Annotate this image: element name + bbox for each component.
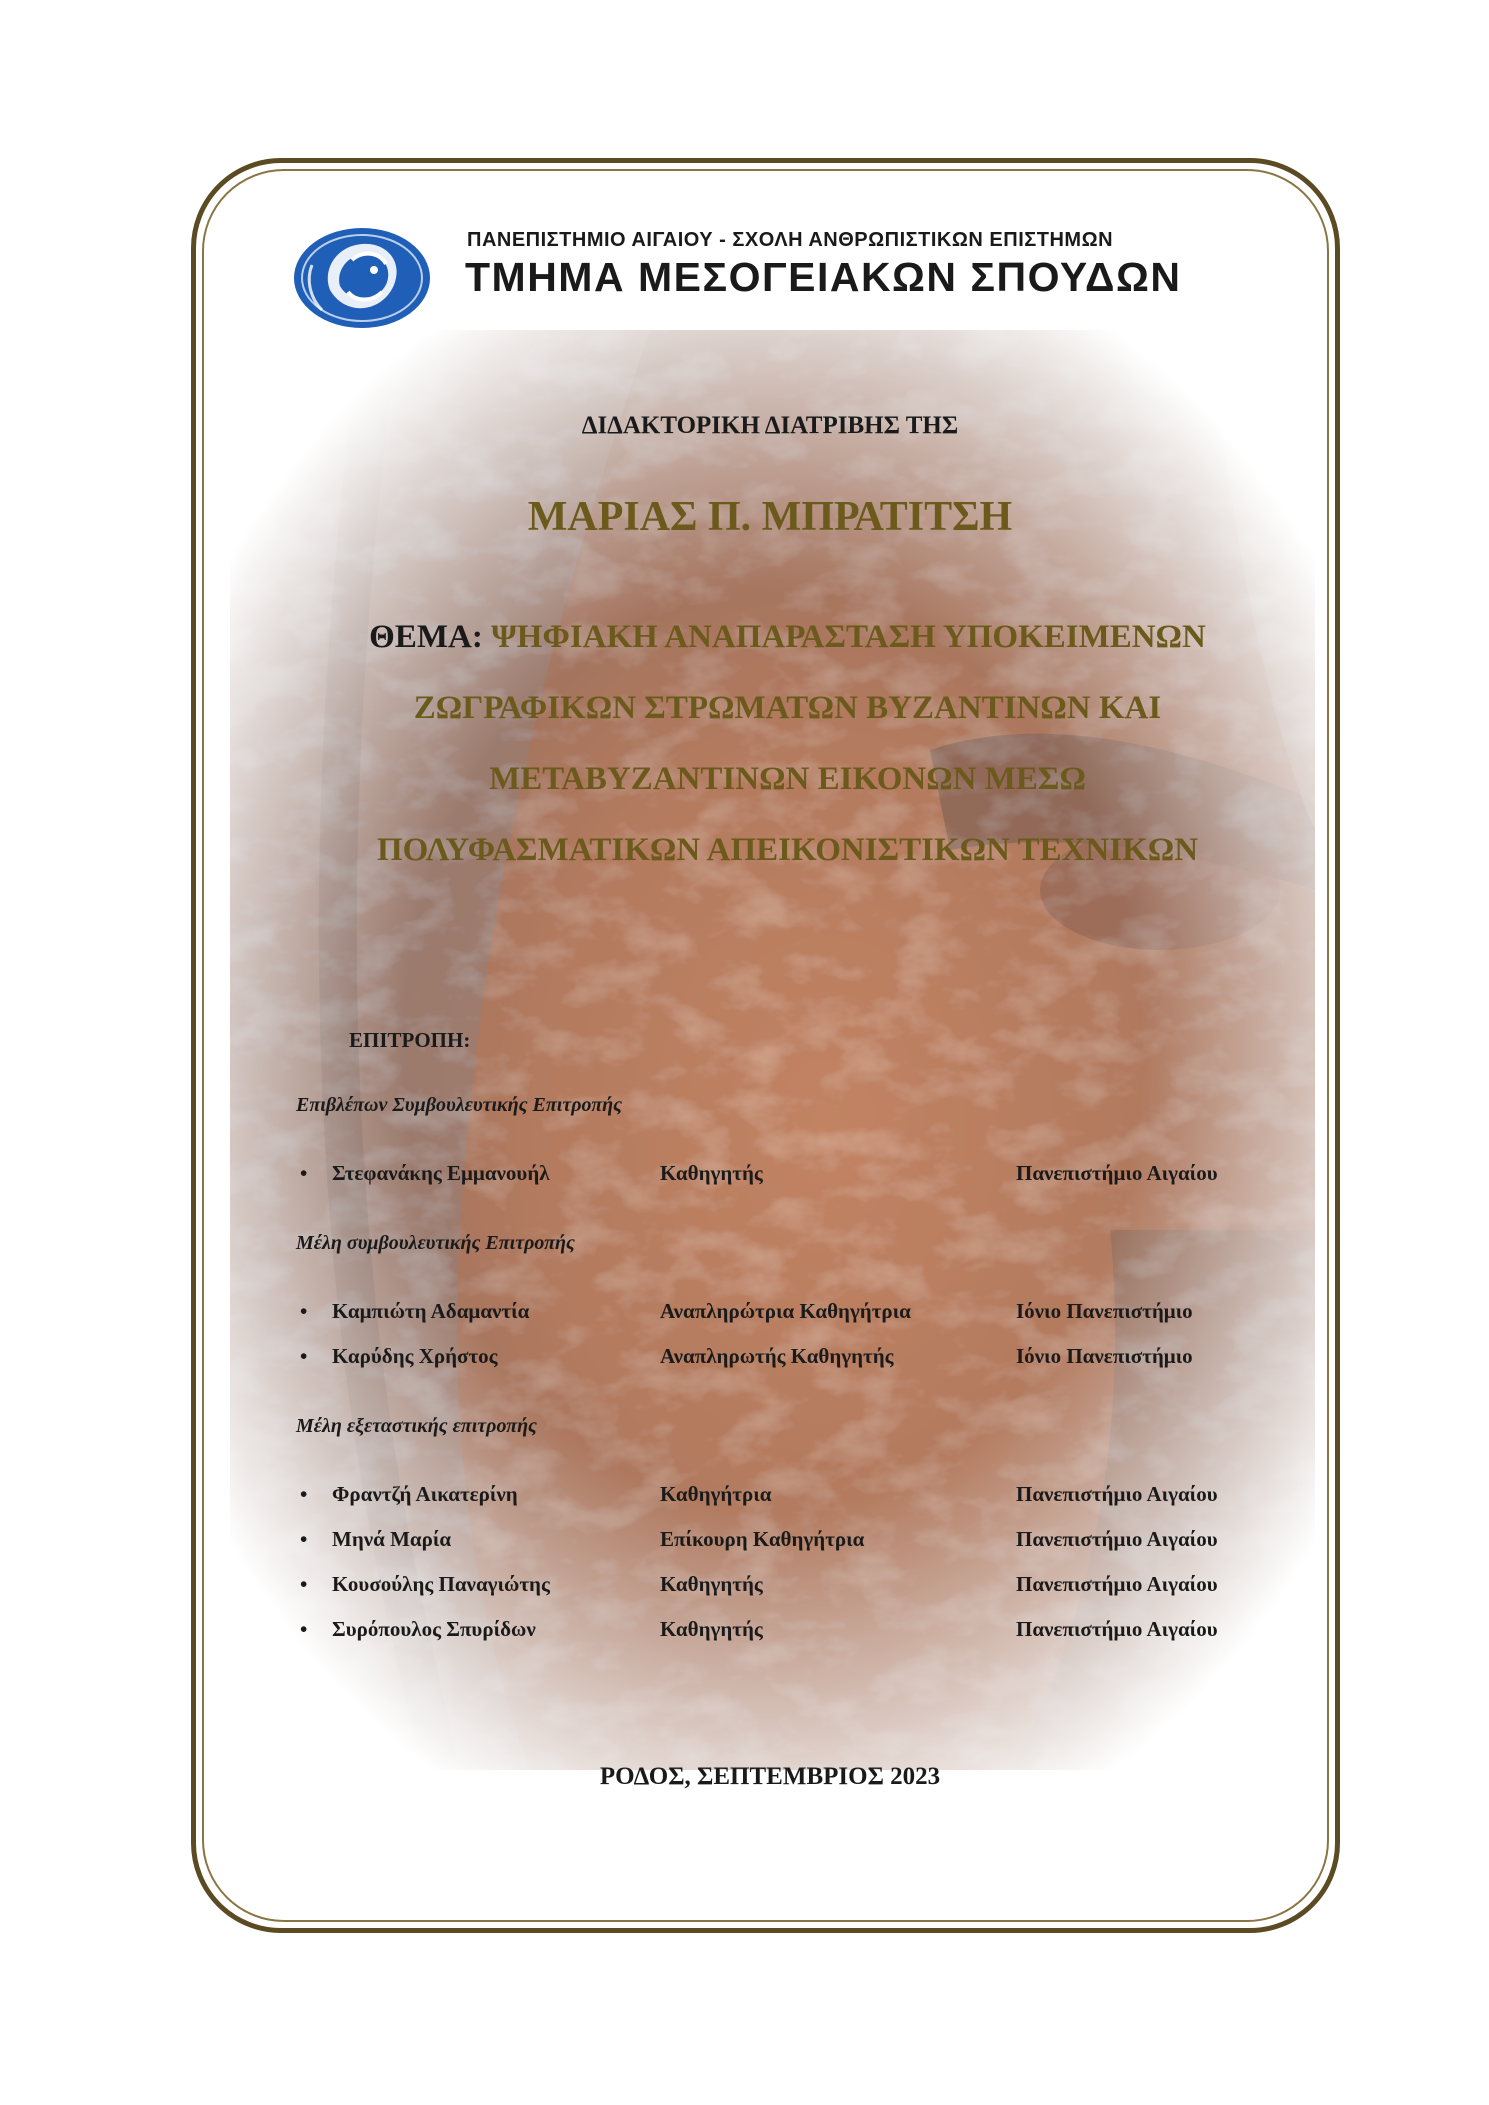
subject-line-4: ΠΟΛΥΦΑΣΜΑΤΙΚΩΝ ΑΠΕΙΚΟΝΙΣΤΙΚΩΝ ΤΕΧΝΙΚΩΝ — [376, 832, 1199, 868]
member-rank: Αναπληρώτρια Καθηγήτρια — [660, 1299, 911, 1323]
member-institution: Πανεπιστήμιο Αιγαίου — [1016, 1572, 1218, 1596]
member-rank: Καθηγητής — [660, 1617, 763, 1641]
member-name: Συρόπουλος Σπυρίδων — [332, 1617, 536, 1641]
bullet-icon: • — [300, 1161, 308, 1185]
member-row — [296, 1482, 1276, 1512]
member-institution: Πανεπιστήμιο Αιγαίου — [1016, 1617, 1218, 1641]
member-rank: Καθηγητής — [660, 1572, 763, 1596]
bullet-icon: • — [300, 1299, 308, 1323]
bullet-icon: • — [300, 1344, 308, 1368]
member-row — [296, 1299, 1276, 1329]
member-name: Φραντζή Αικατερίνη — [332, 1482, 518, 1506]
subject-text-1: ΨΗΦΙΑΚΗ ΑΝΑΠΑΡΑΣΤΑΣΗ ΥΠΟΚΕΙΜΕΝΩΝ — [491, 619, 1206, 655]
member-institution: Πανεπιστήμιο Αιγαίου — [1016, 1161, 1218, 1185]
subject-label: ΘΕΜΑ: — [369, 619, 483, 655]
bullet-icon: • — [300, 1617, 308, 1641]
member-institution: Πανεπιστήμιο Αιγαίου — [1016, 1527, 1218, 1551]
supervisor-group-title: Επιβλέπων Συμβουλευτικής Επιτροπής — [296, 1094, 623, 1116]
subject-line-3: ΜΕΤΑΒΥΖΑΝΤΙΝΩΝ ΕΙΚΟΝΩΝ ΜΕΣΩ — [489, 761, 1086, 797]
member-institution: Ιόνιο Πανεπιστήμιο — [1016, 1344, 1193, 1368]
dissertation-label: ΔΙΔΑΚΤΟΡΙΚΗ ΔΙΑΤΡΙΒΗΣ ΤΗΣ — [581, 412, 959, 439]
member-row — [296, 1344, 1276, 1374]
subject-line-2: ΖΩΓΡΑΦΙΚΩΝ ΣΤΡΩΜΑΤΩΝ ΒΥΖΑΝΤΙΝΩΝ ΚΑΙ — [413, 690, 1162, 726]
member-name: Καρύδης Χρήστος — [332, 1344, 498, 1368]
place-and-date: ΡΟΔΟΣ, ΣΕΠΤΕΜΒΡΙΟΣ 2023 — [599, 1763, 941, 1790]
member-name: Στεφανάκης Εμμανουήλ — [332, 1161, 550, 1185]
member-row — [296, 1161, 1276, 1191]
member-name: Κουσούλης Παναγιώτης — [332, 1572, 550, 1596]
bullet-icon: • — [300, 1572, 308, 1596]
member-name: Καμπιώτη Αδαμαντία — [332, 1299, 530, 1323]
member-row — [296, 1617, 1276, 1647]
department-name: ΤΜΗΜΑ ΜΕΣΟΓΕΙΑΚΩΝ ΣΠΟΥΔΩΝ — [465, 254, 1182, 300]
member-rank: Καθηγήτρια — [660, 1482, 772, 1506]
member-institution: Πανεπιστήμιο Αιγαίου — [1016, 1482, 1218, 1506]
bullet-icon: • — [300, 1527, 308, 1551]
bullet-icon: • — [300, 1482, 308, 1506]
member-name: Μηνά Μαρία — [332, 1527, 452, 1551]
committee-heading: ΕΠΙΤΡΟΠΗ: — [349, 1028, 471, 1052]
member-institution: Ιόνιο Πανεπιστήμιο — [1016, 1299, 1193, 1323]
member-rank: Επίκουρη Καθηγήτρια — [660, 1527, 865, 1551]
member-row — [296, 1572, 1276, 1602]
university-logo-icon — [292, 220, 452, 328]
dissertation-subject — [300, 602, 1275, 886]
university-school-line: ΠΑΝΕΠΙΣΤΗΜΙΟ ΑΙΓΑΙΟΥ - ΣΧΟΛΗ ΑΝΘΡΩΠΙΣΤΙΚΩΝ ΕΠΙΣΤΗΜΩΝ — [467, 229, 1114, 251]
member-row — [296, 1527, 1276, 1557]
member-rank: Καθηγητής — [660, 1161, 763, 1185]
subject-line-1 — [300, 602, 1275, 673]
author-name: ΜΑΡΙΑΣ Π. ΜΠΡΑΤΙΤΣΗ — [527, 494, 1013, 540]
advisory-group-title: Μέλη συμβουλευτικής Επιτροπής — [296, 1232, 575, 1254]
exam-group-title: Μέλη εξεταστικής επιτροπής — [296, 1415, 537, 1437]
member-rank: Αναπληρωτής Καθηγητής — [660, 1344, 894, 1368]
